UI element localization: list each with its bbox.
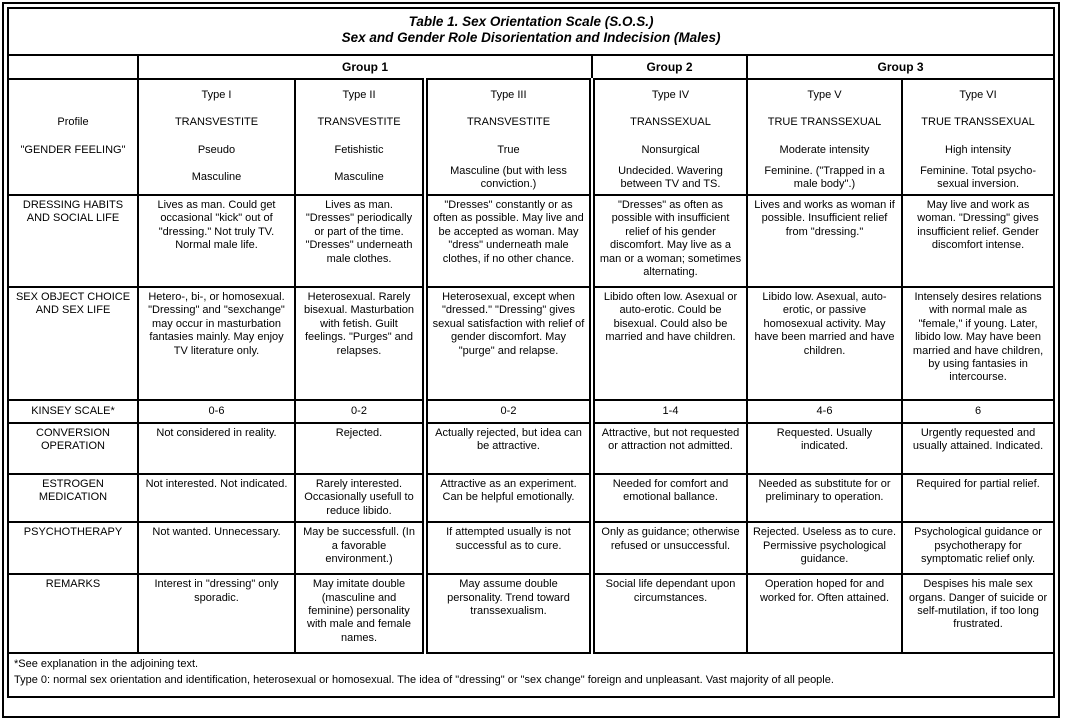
footnote-line1: *See explanation in the adjoining text.: [14, 658, 199, 671]
footnote-line2: Type 0: normal sex orientation and identification, heterosexual or homosexual. The idea of "dressing" or "sex change" foreign and unpleasant. Vast majority of all people.: [14, 674, 834, 687]
type-feeling: Masculine: [191, 171, 242, 184]
dressing-habits-row: [8, 195, 1054, 287]
sex-object-choice-row-label: SEX OBJECT CHOICE AND SEX LIFE: [8, 287, 138, 400]
page-frame: [2, 2, 1060, 718]
type-subtype: High intensity: [945, 143, 1012, 156]
conversion-type-iii-cell: Actually rejected, but idea can be attractive.: [425, 423, 592, 474]
type-label: Type II: [342, 88, 376, 101]
type-label: Type IV: [651, 88, 690, 101]
footnote-cell: [8, 653, 1054, 697]
estrogen-type-vi-cell: Required for partial relief.: [902, 474, 1054, 522]
kinsey-scale-row: [8, 400, 1054, 423]
profile-type-i-cell: [138, 79, 295, 195]
profile-type-iii-cell: [425, 79, 592, 195]
dressing-type-ii-cell: Lives as man. "Dresses" periodically or part of the time. "Dresses" underneath male clothes.: [295, 195, 425, 287]
estrogen-type-ii-cell: Rarely interested. Occasionally usefull to reduce libido.: [295, 474, 425, 522]
remarks-row: [8, 574, 1054, 653]
dressing-type-i-cell: Lives as man. Could get occasional "kick" out of "dressing." Not truly TV. Normal male life.: [138, 195, 295, 287]
profile-type-ii-cell: [295, 79, 425, 195]
kinsey-type-iv-cell: 1-4: [592, 400, 747, 423]
dressing-type-vi-cell: May live and work as woman. "Dressing" gives insufficient relief. Gender discomfort intense.: [902, 195, 1054, 287]
sex-object-choice-row: [8, 287, 1054, 400]
type-feeling: Masculine (but with less conviction.): [450, 164, 567, 191]
type-subtype: Moderate intensity: [779, 143, 870, 156]
table-title-line2: Sex and Gender Role Disorientation and Indecision (Males): [341, 30, 721, 46]
dressing-type-iii-cell: "Dresses" constantly or as often as possible. May live and be accepted as woman. May "dress" underneath male clothes, if no other chance.: [425, 195, 592, 287]
type-label: Type III: [490, 88, 527, 101]
type-name: TRUE TRANSSEXUAL: [767, 116, 882, 129]
estrogen-type-i-cell: Not interested. Not indicated.: [138, 474, 295, 522]
profile-row-label-cell: [8, 79, 138, 195]
kinsey-type-ii-cell: 0-2: [295, 400, 425, 423]
psychotherapy-type-iv-cell: Only as guidance; otherwise refused or unsuccessful.: [592, 522, 747, 574]
profile-type-stack: [431, 82, 586, 192]
type-feeling: Masculine: [334, 171, 384, 184]
table-title: [8, 8, 1054, 55]
conversion-type-iv-cell: Attractive, but not requested or attraction not admitted.: [592, 423, 747, 474]
conversion-type-ii-cell: Rejected.: [295, 423, 425, 474]
type-label: Type V: [807, 88, 842, 101]
dressing-habits-row-label: DRESSING HABITS AND SOCIAL LIFE: [8, 195, 138, 287]
remarks-type-v-cell: Operation hoped for and worked for. Often attained.: [747, 574, 902, 653]
psychotherapy-type-ii-cell: May be successfull. (In a favorable environment.): [295, 522, 425, 574]
profile-type-iv-cell: [592, 79, 747, 195]
remarks-type-vi-cell: Despises his male sex organs. Danger of suicide or self-mutilation, if too long frustrated.: [902, 574, 1054, 653]
title-row: [8, 8, 1054, 55]
sexlife-type-ii-cell: Heterosexual. Rarely bisexual. Masturbation with fetish. Guilt feelings. "Purges" and relapses.: [295, 287, 425, 400]
profile-type-v-cell: [747, 79, 902, 195]
psychotherapy-type-v-cell: Rejected. Useless as to cure. Permissive psychological guidance.: [747, 522, 902, 574]
profile-gender-feeling-row: [8, 79, 1054, 195]
profile-type-stack: [299, 82, 419, 192]
type-label: Type I: [201, 88, 232, 101]
psychotherapy-type-vi-cell: Psychological guidance or psychotherapy for symptomatic relief only.: [902, 522, 1054, 574]
conversion-operation-row: [8, 423, 1054, 474]
type-subtype: Pseudo: [197, 143, 236, 156]
sexlife-type-i-cell: Hetero-, bi-, or homosexual. "Dressing" and "sexchange" may occur in masturbation fantasies mainly. May enjoy TV literature only.: [138, 287, 295, 400]
conversion-type-v-cell: Requested. Usually indicated.: [747, 423, 902, 474]
group-header-empty-cell: [8, 55, 138, 79]
group-1-header: Group 1: [138, 55, 592, 79]
type-subtype: Nonsurgical: [641, 143, 700, 156]
type-name: TRANSVESTITE: [317, 116, 401, 129]
group-2-header: Group 2: [592, 55, 747, 79]
psychotherapy-type-i-cell: Not wanted. Unnecessary.: [138, 522, 295, 574]
sexlife-type-iv-cell: Libido often low. Asexual or auto-erotic. Could be bisexual. Could also be married and have children.: [592, 287, 747, 400]
dressing-type-v-cell: Lives and works as woman if possible. Insufficient relief from "dressing.": [747, 195, 902, 287]
type-label: Type VI: [959, 88, 997, 101]
remarks-row-label: REMARKS: [8, 574, 138, 653]
profile-type-stack: [751, 82, 898, 192]
type-feeling: Undecided. Wavering between TV and TS.: [618, 164, 723, 191]
spacer: [12, 82, 134, 110]
estrogen-type-v-cell: Needed as substitute for or preliminary to operation.: [747, 474, 902, 522]
sexlife-type-vi-cell: Intensely desires relations with normal male as "female," if young. Later, libido low. May have been married and have children, by using fantasies in intercourse.: [902, 287, 1054, 400]
type-subtype: True: [497, 143, 520, 156]
footnote-row: [8, 653, 1054, 697]
conversion-operation-row-label: CONVERSION OPERATION: [8, 423, 138, 474]
kinsey-type-i-cell: 0-6: [138, 400, 295, 423]
remarks-type-iv-cell: Social life dependant upon circumstances.: [592, 574, 747, 653]
estrogen-medication-row-label: ESTROGEN MEDICATION: [8, 474, 138, 522]
profile-type-stack: [598, 82, 743, 192]
type-name: TRANSVESTITE: [174, 116, 259, 129]
remarks-type-ii-cell: May imitate double (masculine and feminine) personality with male and female names.: [295, 574, 425, 653]
sex-orientation-scale-table: [7, 7, 1055, 698]
profile-label-stack: [12, 82, 134, 192]
profile-type-stack: [906, 82, 1050, 192]
remarks-type-i-cell: Interest in "dressing" only sporadic.: [138, 574, 295, 653]
type-subtype: Fetishistic: [334, 143, 384, 156]
estrogen-type-iv-cell: Needed for comfort and emotional ballance.: [592, 474, 747, 522]
type-name: TRANSVESTITE: [466, 116, 551, 129]
kinsey-type-vi-cell: 6: [902, 400, 1054, 423]
estrogen-type-iii-cell: Attractive as an experiment. Can be helpful emotionally.: [425, 474, 592, 522]
profile-type-vi-cell: [902, 79, 1054, 195]
psychotherapy-type-iii-cell: If attempted usually is not successful as to cure.: [425, 522, 592, 574]
conversion-type-i-cell: Not considered in reality.: [138, 423, 295, 474]
kinsey-type-v-cell: 4-6: [747, 400, 902, 423]
gender-feeling-label: "GENDER FEELING": [20, 143, 126, 156]
kinsey-type-iii-cell: 0-2: [425, 400, 592, 423]
dressing-type-iv-cell: "Dresses" as often as possible with insufficient relief of his gender discomfort. May live as a man or a woman; sometimes alternating.: [592, 195, 747, 287]
kinsey-scale-row-label: KINSEY SCALE*: [8, 400, 138, 423]
group-3-header: Group 3: [747, 55, 1054, 79]
type-name: TRUE TRANSSEXUAL: [921, 116, 1035, 129]
table-title-line1: Table 1. Sex Orientation Scale (S.O.S.): [408, 14, 654, 29]
profile-type-stack: [142, 82, 291, 192]
sexlife-type-iii-cell: Heterosexual, except when "dressed." "Dressing" gives sexual satisfaction with relief of gender discomfort. May "purge" and relapse.: [425, 287, 592, 400]
type-feeling: Feminine. Total psycho-sexual inversion.: [920, 164, 1037, 191]
conversion-type-vi-cell: Urgently requested and usually attained. Indicated.: [902, 423, 1054, 474]
remarks-type-iii-cell: May assume double personality. Trend toward transsexualism.: [425, 574, 592, 653]
profile-label: Profile: [57, 116, 89, 129]
sexlife-type-v-cell: Libido low. Asexual, auto-erotic, or passive homosexual activity. May have been married and have children.: [747, 287, 902, 400]
type-feeling: Feminine. ("Trapped in a male body".): [764, 164, 885, 191]
psychotherapy-row: [8, 522, 1054, 574]
estrogen-medication-row: [8, 474, 1054, 522]
spacer: [12, 164, 134, 192]
psychotherapy-row-label: PSYCHOTHERAPY: [8, 522, 138, 574]
group-header-row: [8, 55, 1054, 79]
type-name: TRANSSEXUAL: [630, 116, 711, 129]
